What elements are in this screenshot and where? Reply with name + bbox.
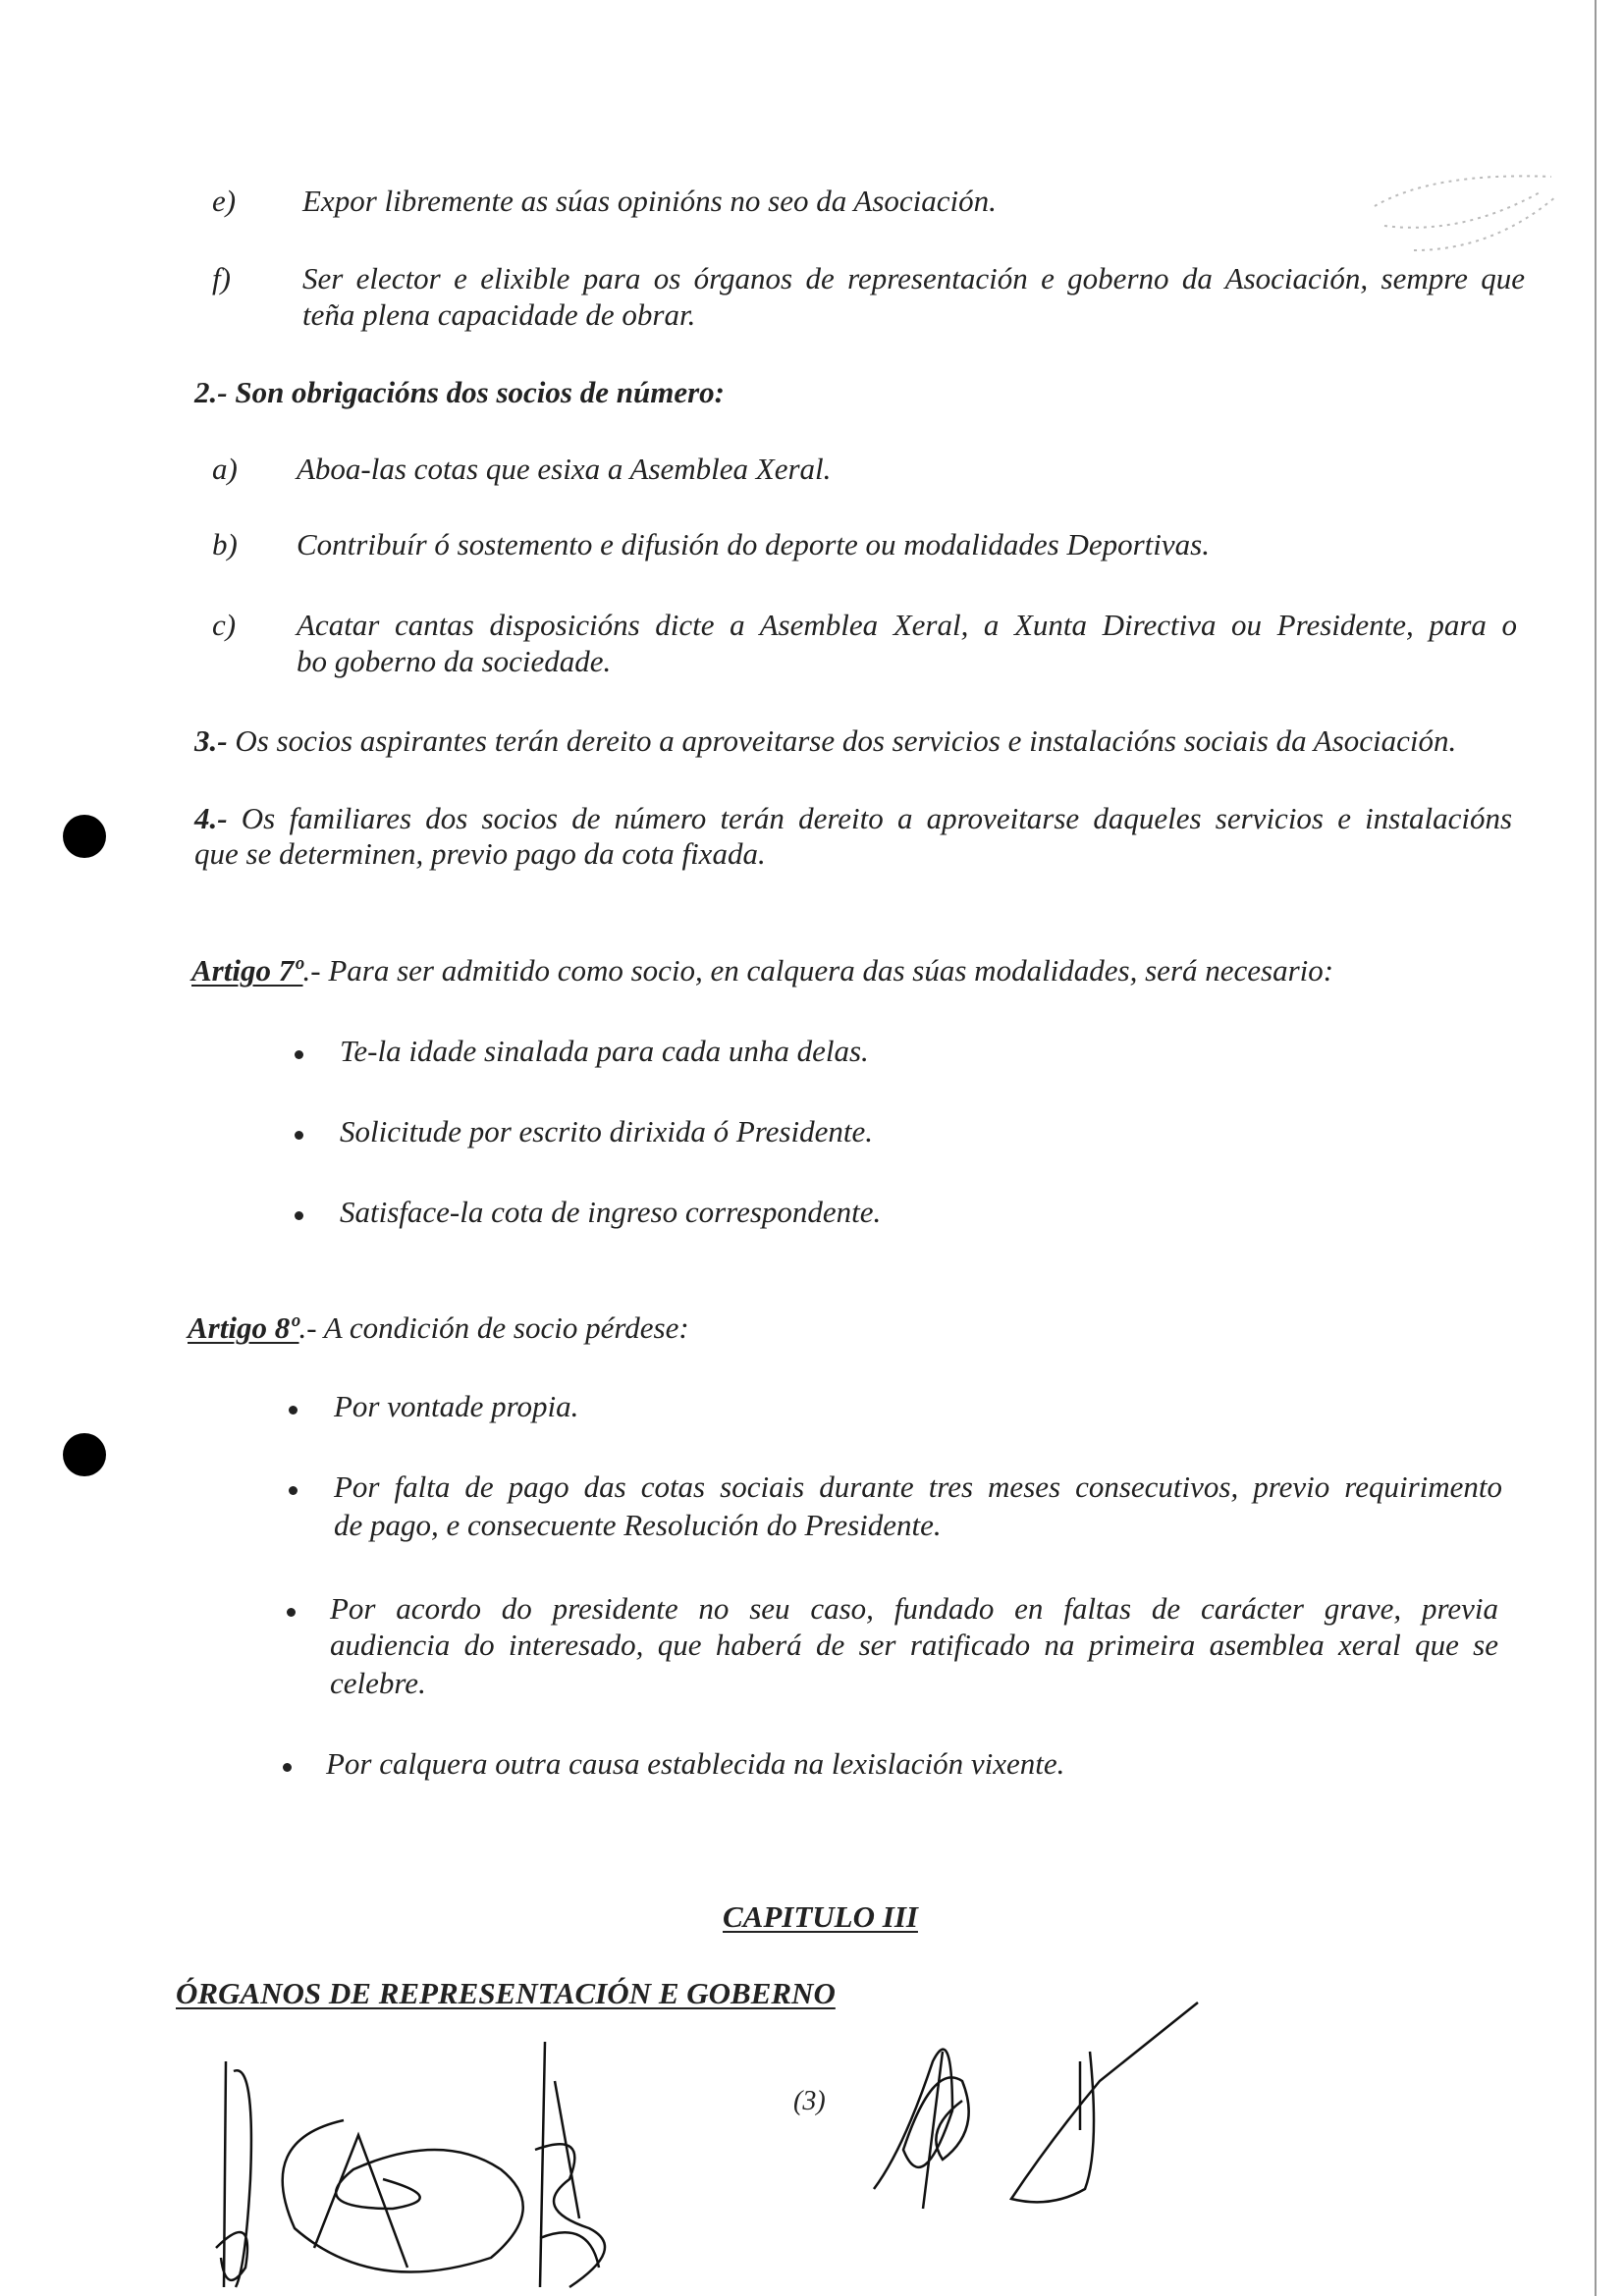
point-text: Os familiares dos socios de número terán dereito a aproveitarse daqueles servicios e instalacións [241, 801, 1513, 835]
list-item: Por acordo do presidente no seu caso, fundado en faltas de carácter grave, previa [330, 1591, 1498, 1626]
list-item: Por falta de pago das cotas sociais durante tres meses consecutivos, previo requirimento [334, 1469, 1502, 1504]
point4 [194, 800, 1512, 836]
list-item: celebre. [330, 1666, 426, 1700]
article-title: Artigo 8º [188, 1310, 299, 1345]
item-text: Expor libremente as súas opinións no seo da Asociación. [302, 184, 997, 218]
item-text: bo goberno da sociedade. [297, 644, 612, 678]
item-text: Acatar cantas disposicións dicte a Asemblea Xeral, a Xunta Directiva ou Presidente, para o [297, 608, 1517, 642]
punch-hole [63, 1433, 106, 1476]
item-label: a) [212, 452, 238, 486]
signature-group-right [864, 2002, 1218, 2228]
list-item: Por vontade propia. [334, 1389, 579, 1423]
article-text: .- Para ser admitido como socio, en calquera das súas modalidades, será necesario: [302, 953, 1334, 988]
item-label: c) [212, 608, 237, 642]
bullet-icon [295, 1050, 303, 1059]
item-text: Contribuír ó sostemento e difusión do deporte ou modalidades Deportivas. [297, 527, 1210, 561]
item-text: teña plena capacidade de obrar. [302, 297, 696, 332]
chapter-title: CAPITULO III [723, 1899, 918, 1934]
point-text: Os socios aspirantes terán dereito a aproveitarse dos servicios e instalacións sociais da Asociación. [235, 723, 1457, 758]
list-item: Por calquera outra causa establecida na lexislación vixente. [326, 1746, 1065, 1781]
bullet-icon [283, 1763, 292, 1772]
article-text: .- A condición de socio pérdese: [298, 1310, 689, 1345]
bullet-icon [295, 1131, 303, 1140]
article8-heading [188, 1309, 689, 1346]
point-number: 4.- [194, 801, 228, 835]
signature-group-left [196, 2042, 648, 2296]
item-text: Ser elector e elixible para os órganos de representación e goberno da Asociación, sempre que [302, 261, 1525, 295]
list-item: Solicitude por escrito dirixida ó Presidente. [340, 1114, 873, 1148]
faint-stamp [1355, 167, 1571, 255]
list-item: Te-la idade sinalada para cada unha delas. [340, 1034, 869, 1068]
point3 [194, 722, 1456, 759]
chapter-subtitle: ÓRGANOS DE REPRESENTACIÓN E GOBERNO [176, 1976, 836, 2010]
item-label: b) [212, 527, 238, 561]
list-item: de pago, e consecuente Resolución do Presidente. [334, 1508, 942, 1542]
page-number: (3) [793, 2086, 826, 2116]
bullet-icon [289, 1406, 298, 1415]
obligations-heading: 2.- Son obrigacións dos socios de número: [194, 375, 725, 409]
item-label: e) [212, 184, 237, 218]
article7-heading [191, 952, 1333, 988]
punch-hole [63, 815, 106, 858]
article-title: Artigo 7º [191, 953, 303, 988]
bullet-icon [295, 1211, 303, 1220]
bullet-icon [289, 1486, 298, 1495]
point-number: 3.- [194, 723, 228, 758]
page-edge-line [1595, 0, 1597, 2296]
point-text: que se determinen, previo pago da cota fixada. [194, 836, 766, 871]
list-item: Satisface-la cota de ingreso correspondente. [340, 1195, 882, 1229]
item-text: Aboa-las cotas que esixa a Asemblea Xeral. [297, 452, 832, 486]
item-label: f) [212, 261, 231, 295]
bullet-icon [287, 1608, 296, 1617]
list-item: audiencia do interesado, que haberá de ser ratificado na primeira asemblea xeral que se [330, 1628, 1498, 1662]
